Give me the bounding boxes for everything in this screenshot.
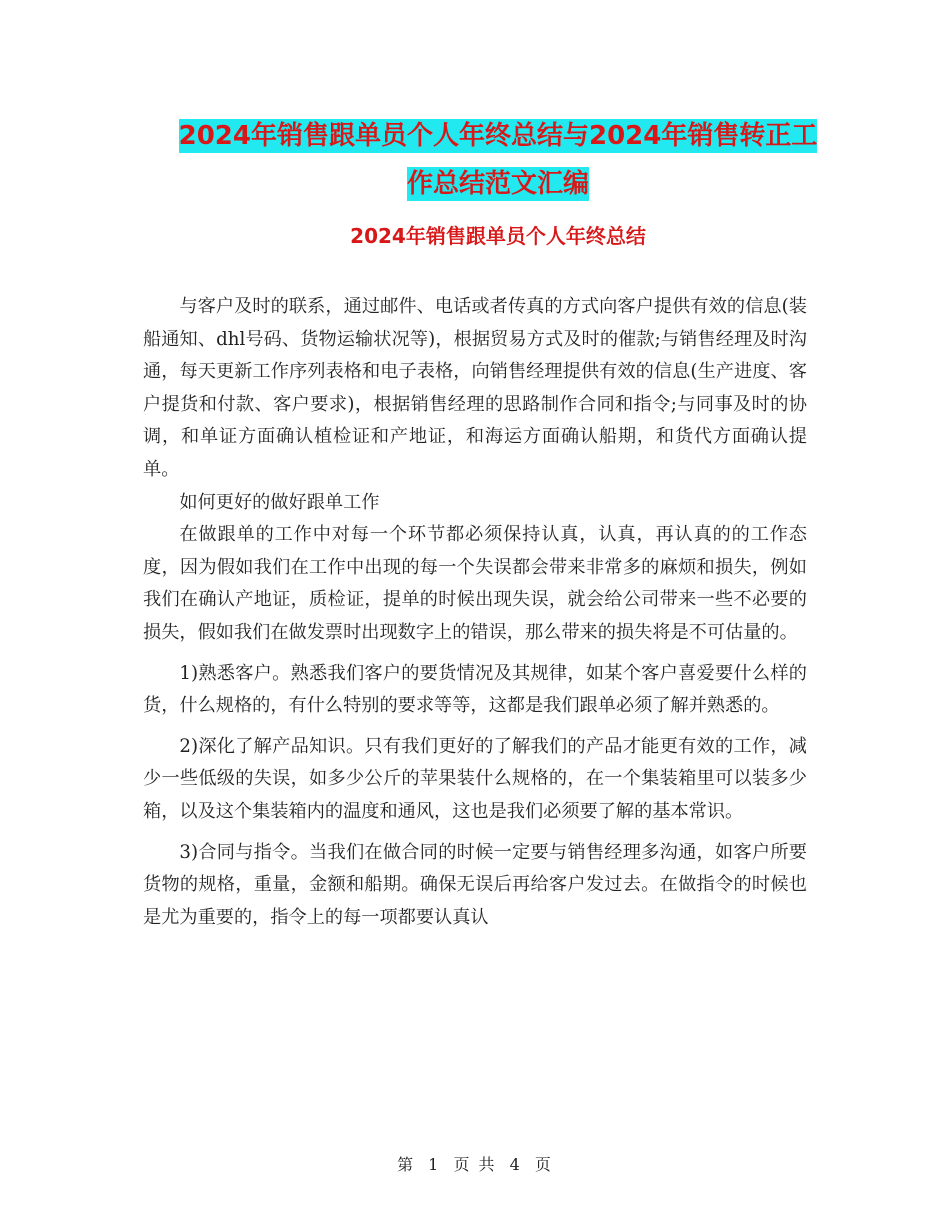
paragraph: 与客户及时的联系，通过邮件、电话或者传真的方式向客户提供有效的信息(装船通知、dhl号码、货物运输状况等)，根据贸易方式及时的催款;与销售经理及时沟通，每天更新工作序列表格和电子表格，向销售经理提供有效的信息(生产进度、客户提货和付款、客户要求)，根据销售经理的思路制作合同和指令;与同事及时的协调，和单证方面确认植检证和产地证，和海运方面确认船期，和货代方面确认提单。 [143,296,807,480]
document-title-line-2: 作总结范文汇编 [406,169,589,199]
paragraph: 3)合同与指令。当我们在做合同的时候一定要与销售经理多沟通，如客户所要货物的规格，重量，金额和船期。确保无误后再给客户发过去。在做指令的时候也是尤为重要的，指令上的每一项都要认真认 [143,841,807,928]
page-number: 1 [428,1155,441,1174]
document-title [140,112,856,208]
footer-prefix: 第 [397,1155,416,1174]
document-body [143,291,807,934]
page-total: 4 [509,1155,522,1174]
page-footer [0,1152,950,1175]
paragraph: 在做跟单的工作中对每一个环节都必须保持认真，认真，再认真的的工作态度，因为假如我们在工作中出现的每一个失误都会带来非常多的麻烦和损失，例如我们在确认产地证，质检证，提单的时候出现失误，就会给公司带来一些不必要的损失，假如我们在做发票时出现数字上的错误，那么带来的损失将是不可估量的。 [143,524,807,643]
footer-suffix: 页 [534,1155,553,1174]
footer-middle: 页 共 [453,1155,497,1174]
paragraph: 2)深化了解产品知识。只有我们更好的了解我们的产品才能更有效的工作，减少一些低级的失误，如多少公斤的苹果装什么规格的，在一个集装箱里可以装多少箱，以及这个集装箱内的温度和通风，这也是我们必须要了解的基本常识。 [143,735,807,822]
paragraph: 1)熟悉客户。熟悉我们客户的要货情况及其规律，如某个客户喜爱要什么样的货，什么规格的，有什么特别的要求等等，这都是我们跟单必须了解并熟悉的。 [143,662,807,717]
paragraph: 如何更好的做好跟单工作 [179,491,380,513]
document-title-line-1: 2024年销售跟单员个人年终总结与2024年销售转正工 [178,121,818,151]
section-title: 2024年销售跟单员个人年终总结 [350,224,646,248]
